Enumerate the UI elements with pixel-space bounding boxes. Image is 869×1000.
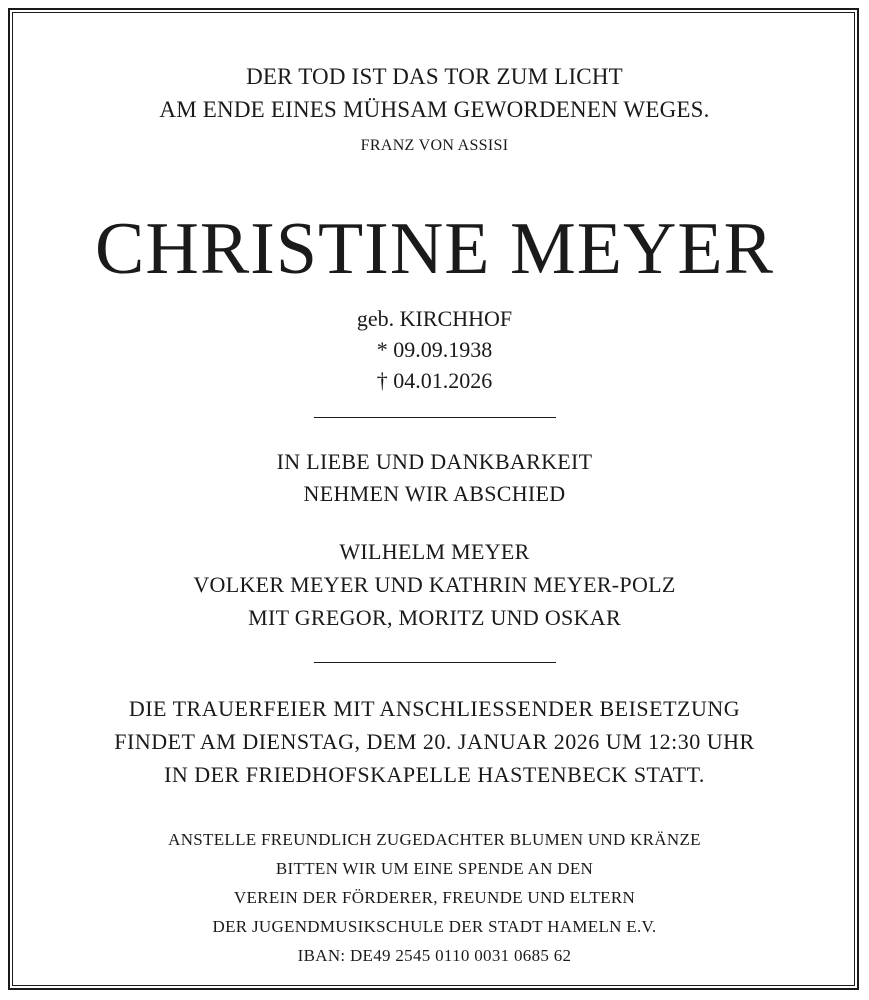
quote-author: FRANZ VON ASSISI [360, 137, 509, 154]
donation-line-3: VEREIN DER FÖRDERER, FREUNDE UND ELTERN [233, 888, 636, 907]
donation-iban: IBAN: DE49 2545 0110 0031 0685 62 [297, 946, 572, 965]
quote-line-2: AM ENDE EINES MÜHSAM GEWORDENEN WEGES. [159, 97, 710, 122]
death-date: † 04.01.2026 [376, 368, 493, 393]
birth-date: * 09.09.1938 [376, 337, 493, 362]
donation-line-1: ANSTELLE FREUNDLICH ZUGEDACHTER BLUMEN UND KRÄNZE [168, 830, 701, 849]
donation-line-2: BITTEN WIR UM EINE SPENDE AN DEN [275, 859, 594, 878]
service-line-3: IN DER FRIEDHOFSKAPELLE HASTENBECK STATT. [164, 762, 705, 787]
mourner-line-2: VOLKER MEYER UND KATHRIN MEYER-POLZ [193, 572, 676, 597]
farewell-line-1: IN LIEBE UND DANKBARKEIT [276, 449, 593, 474]
birth-name: geb. KIRCHHOF [356, 306, 513, 331]
divider-2 [314, 662, 556, 663]
donation-line-4: DER JUGENDMUSIKSCHULE DER STADT HAMELN E.V. [212, 917, 657, 936]
farewell-line-2: NEHMEN WIR ABSCHIED [303, 481, 566, 506]
mourner-line-1: WILHELM MEYER [339, 539, 530, 564]
mourner-line-3: MIT GREGOR, MORITZ UND OSKAR [248, 605, 621, 630]
service-line-1: DIE TRAUERFEIER MIT ANSCHLIESSENDER BEISETZUNG [128, 696, 741, 721]
divider-1 [314, 417, 556, 418]
quote-line-1: DER TOD IST DAS TOR ZUM LICHT [246, 64, 623, 89]
service-line-2: FINDET AM DIENSTAG, DEM 20. JANUAR 2026 UM 12:30 UHR [114, 729, 755, 754]
deceased-name: CHRISTINE MEYER [95, 208, 774, 290]
